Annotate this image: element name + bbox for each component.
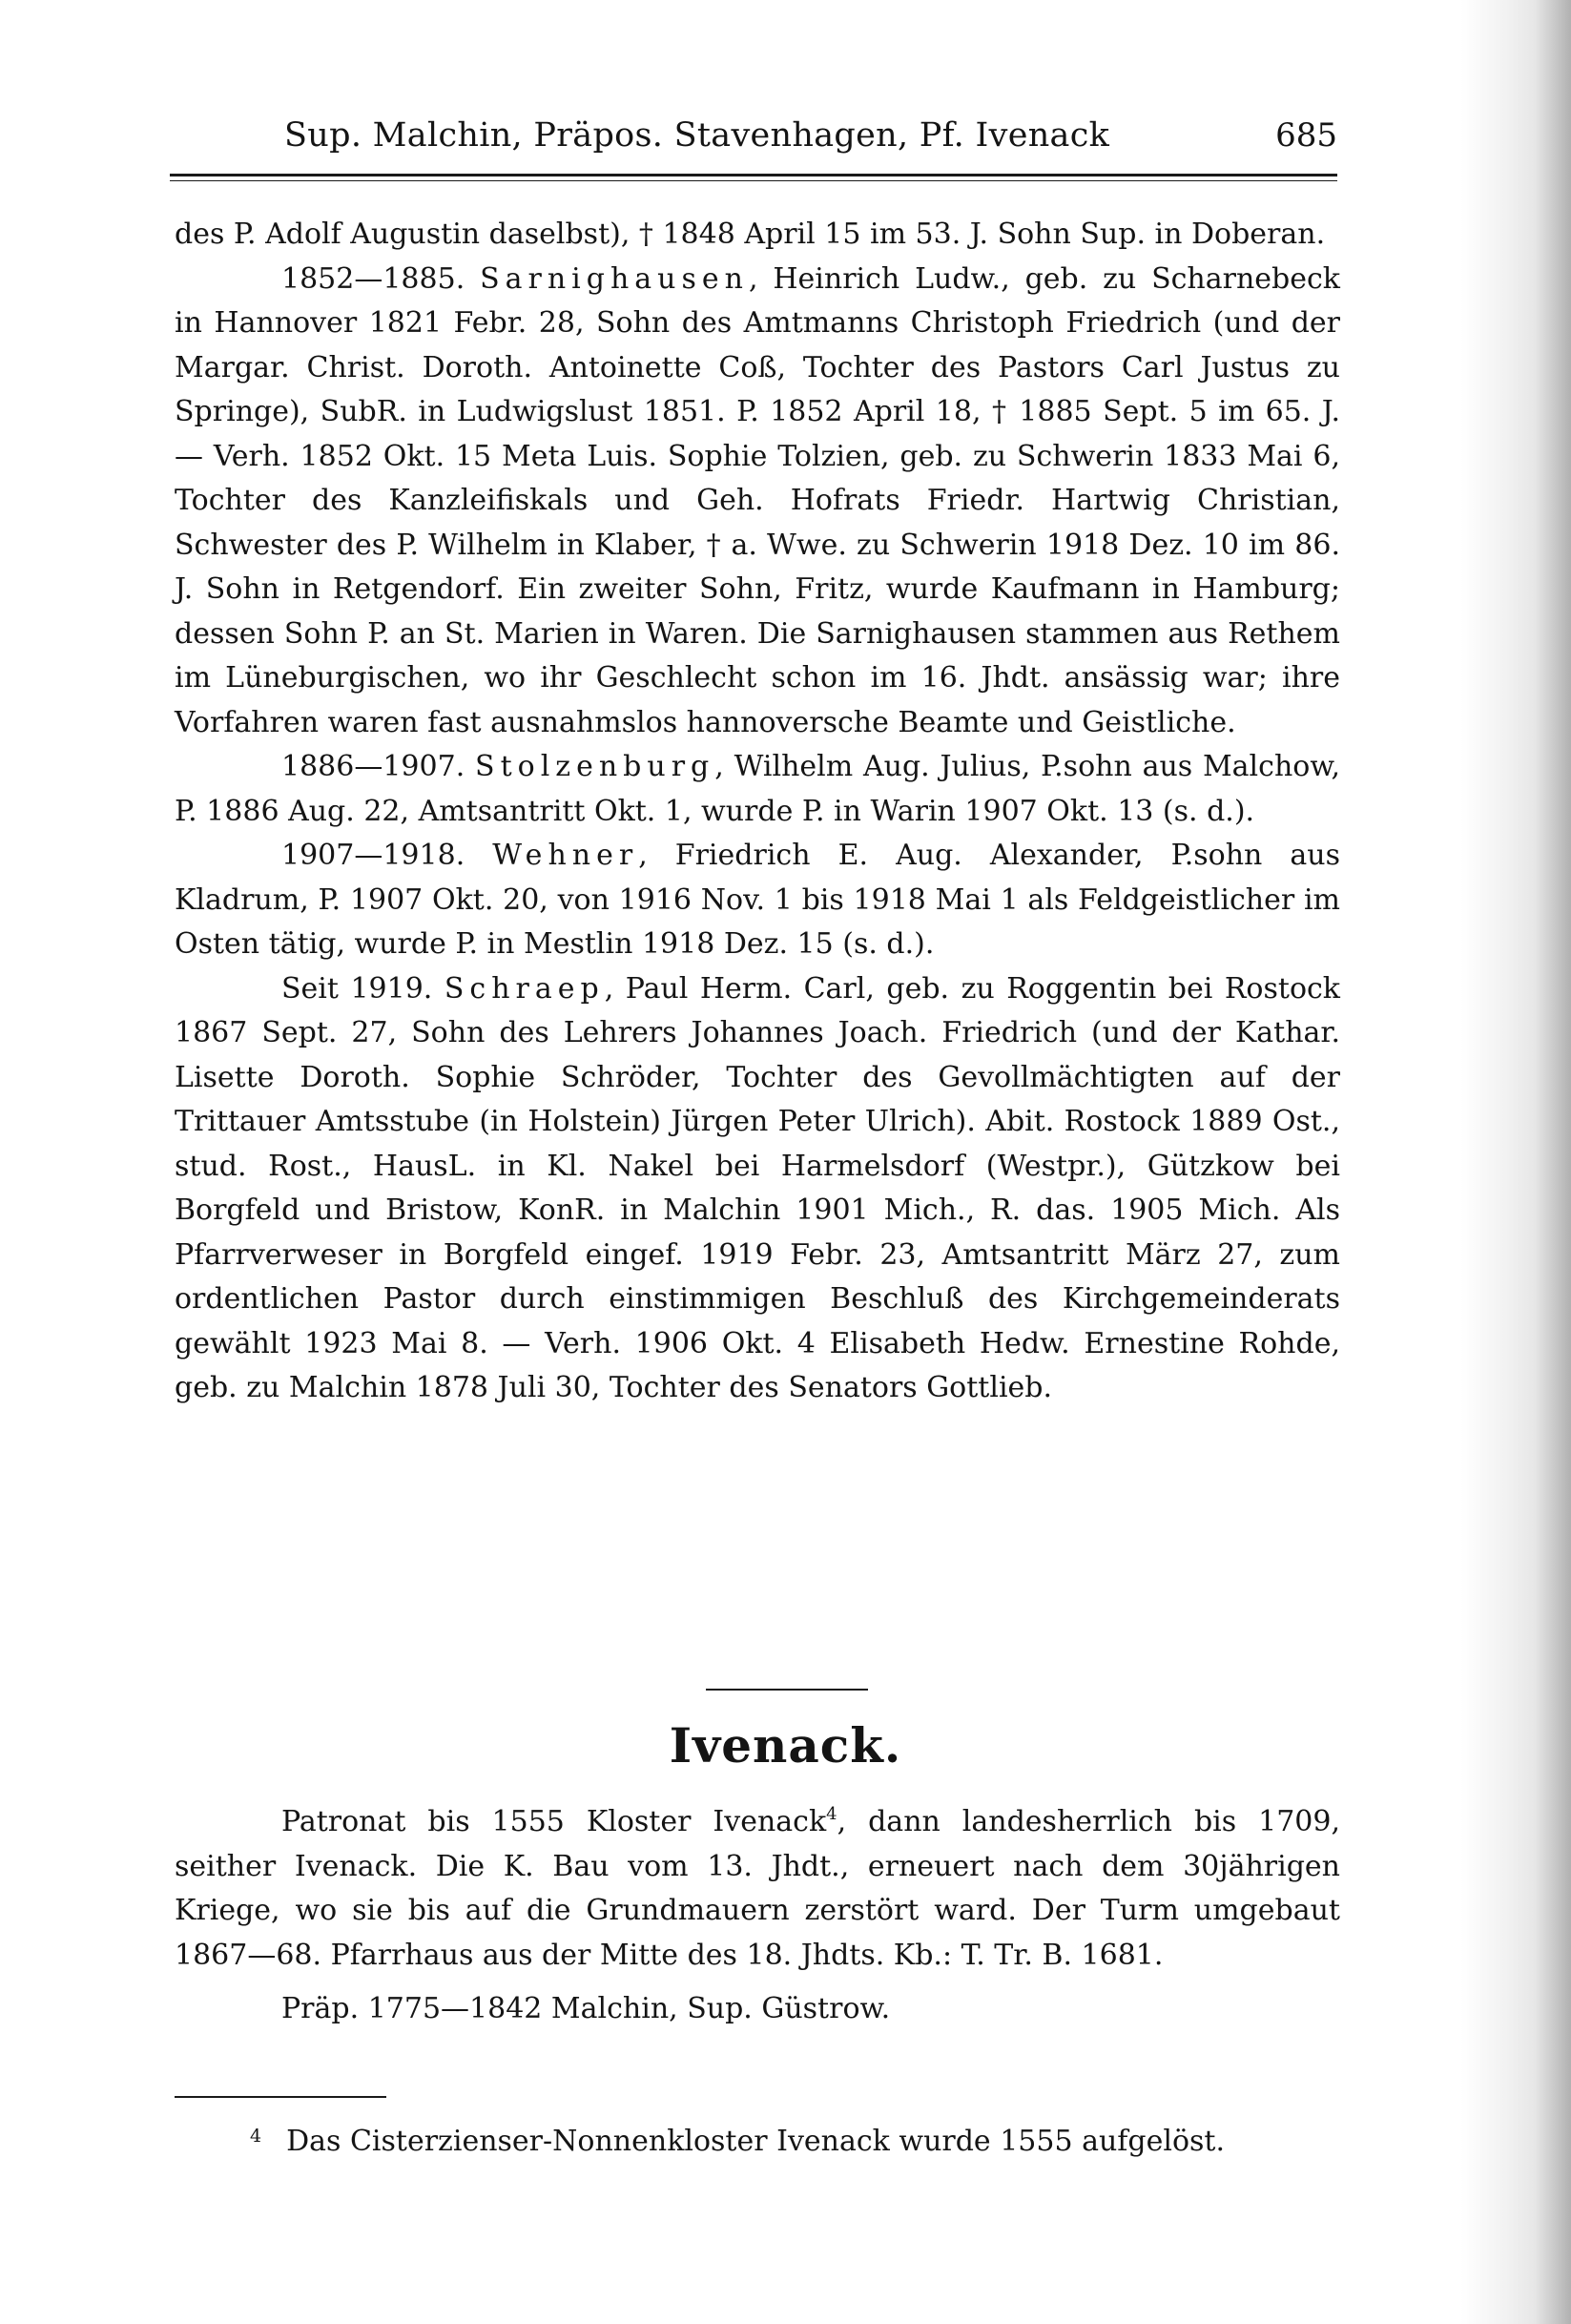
section-text-part: Präp. 1775—1842 Malchin, Sup. Güstrow.: [281, 1992, 891, 2025]
pastor-name: Sarnighausen: [480, 261, 749, 296]
section-text: [175, 1800, 1340, 2032]
entry-years: 1886—1907.: [281, 750, 465, 783]
page-edge-shadow: [1535, 0, 1571, 2324]
entry-text: , Heinrich Ludw., geb. zu Scharnebeck in Hannover 1821 Febr. 28, Sohn des Amtmanns Christoph Friedrich (und der Margar. Christ. Doroth. Antoinette Coß, Tochter des Pastors Carl Justus zu Springe), SubR. in Ludwigslust 1851. P. 1852 April 18, † 1885 Sept. 5 im 65. J. — Verh. 1852 Okt. 15 Meta Luis. Sophie Tolzien, geb. zu Schwerin 1833 Mai 6, Tochter des Kanzleifiskals und Geh. Hofrats Friedr. Hartwig Christian, Schwester des P. Wilhelm in Klaber, † a. Wwe. zu Schwerin 1918 Dez. 10 im 86. J. Sohn in Retgendorf. Ein zweiter Sohn, Fritz, wurde Kaufmann in Hamburg; dessen Sohn P. an St. Marien in Waren. Die Sarnighausen stammen aus Rethem im Lüneburgischen, wo ihr Geschlecht schon im 16. Jhdt. ansässig war; ihre Vorfahren waren fast ausnahmslos hannoversche Beamte und Geistliche.: [175, 261, 1340, 739]
header-rule: [170, 174, 1337, 176]
page-number: 685: [1275, 116, 1337, 155]
entries-text: [175, 213, 1340, 1411]
header-rule-thin: [170, 180, 1337, 181]
section-paragraph: [175, 1987, 1340, 2032]
footnote-reference: 4: [826, 1804, 837, 1824]
section-title: Ivenack.: [669, 1717, 902, 1774]
entry-years: 1907—1918.: [281, 839, 465, 872]
pastor-name: Stolzenburg: [475, 750, 715, 783]
pastor-name: Wehner: [492, 839, 639, 872]
entry-text: , Wilhelm Aug. Julius, P.sohn aus Malchow, P. 1886 Aug. 22, Amtsantritt Okt. 1, wurde P. in Warin 1907 Okt. 13 (s. d.).: [175, 750, 1340, 828]
entry-years: Seit 1919.: [281, 971, 433, 1006]
entry-continuation: [175, 213, 1340, 258]
section-text-part: Patronat bis 1555 Kloster Ivenack: [281, 1805, 827, 1838]
entry-paragraph: [175, 745, 1340, 834]
footnote-text: Das Cisterzienser-Nonnenkloster Ivenack wurde 1555 aufgelöst.: [286, 2125, 1226, 2158]
section-separator: [706, 1689, 868, 1691]
entry-paragraph: [175, 834, 1340, 967]
entry-paragraph: [175, 258, 1340, 746]
entry-text: , Friedrich E. Aug. Alexander, P.sohn aus Kladrum, P. 1907 Okt. 20, von 1916 Nov. 1 bis 1918 Mai 1 als Feldgeistlicher im Osten tätig, wurde P. in Mestlin 1918 Dez. 15 (s. d.).: [175, 839, 1340, 961]
entry-text: , Paul Herm. Carl, geb. zu Roggentin bei Rostock 1867 Sept. 27, Sohn des Lehrers Johannes Joach. Friedrich (und der Kathar. Lisette Doroth. Sophie Schröder, Tochter des Gevollmächtigten auf der Trittauer Amtsstube (in Holstein) Jürgen Peter Ulrich). Abit. Rostock 1889 Ost., stud. Rost., HausL. in Kl. Nakel bei Harmelsdorf (Westpr.), Gützkow bei Borgfeld und Bristow, KonR. in Malchin 1901 Mich., R. das. 1905 Mich. Als Pfarrverweser in Borgfeld eingef. 1919 Febr. 23, Amtsantritt März 27, zum ordentlichen Pastor durch einstimmigen Beschluß des Kirchgemeinderats gewählt 1923 Mai 8. — Verh. 1906 Okt. 4 Elisabeth Hedw. Ernestine Rohde, geb. zu Malchin 1878 Juli 30, Tochter des Senators Gottlieb.: [175, 971, 1340, 1404]
entry-text: des P. Adolf Augustin daselbst), † 1848 April 15 im 53. J. Sohn Sup. in Doberan.: [175, 218, 1326, 251]
pastor-name: Schraep: [444, 971, 605, 1006]
entry-paragraph: [175, 967, 1340, 1411]
footnote: [250, 2115, 1347, 2163]
entry-years: 1852—1885.: [281, 261, 465, 296]
running-head: Sup. Malchin, Präpos. Stavenhagen, Pf. Ivenack: [284, 116, 1110, 155]
section-text-part: , dann landesherrlich bis 1709, seither Ivenack. Die K. Bau vom 13. Jhdt., erneuert nach dem 30jährigen Kriege, wo sie bis auf die Grundmauern zerstört ward. Der Turm umgebaut 1867—68. Pfarrhaus aus der Mitte des 18. Jhdts. Kb.: T. Tr. B. 1681.: [175, 1805, 1340, 1972]
section-paragraph: [175, 1800, 1340, 1978]
page-header: [170, 116, 1337, 170]
footnote-rule: [175, 2096, 386, 2098]
footnote-marker: 4: [250, 2126, 262, 2147]
